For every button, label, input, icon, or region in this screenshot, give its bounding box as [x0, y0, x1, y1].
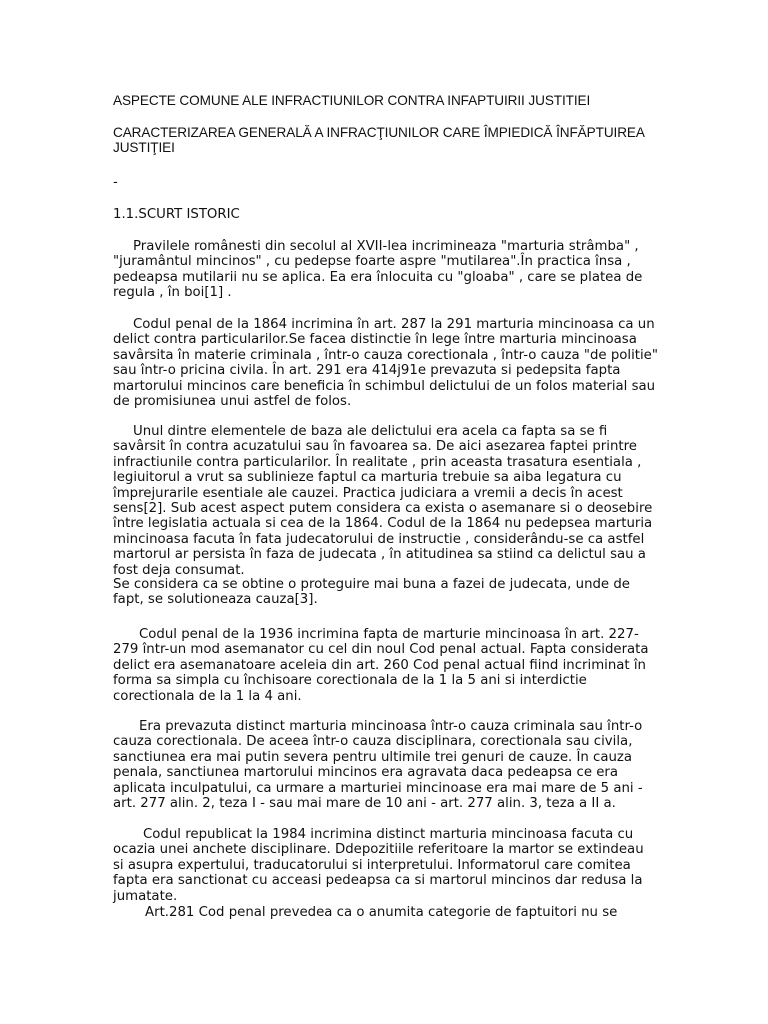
paragraph: Codul republicat la 1984 incrimina distinct marturia mincinoasa facuta cu ocazia unei anchete disciplinare. Ddepozitiile referitoare la martor se extindeau si asupra expertului, traducatorului si interpretului. Informatorul care comitea fapta era sanctionat cu acceasi pedeapsa ca si martorul mincinos dar redusa la jumatate.: [113, 827, 644, 904]
paragraph: Se considera ca se obtine o proteguire mai buna a fazei de judecata, unde de fapt, se solutioneaza cauza[3].: [113, 577, 630, 608]
document-title: ASPECTE COMUNE ALE INFRACTIUNILOR CONTRA INFAPTUIRII JUSTITIEI: [113, 93, 591, 108]
paragraph: Unul dintre elementele de baza ale delictului era acela ca fapta sa se fi savârsit în contra acuzatului sau în favoarea sa. De aici asezarea faptei printre infractiunile contra particularilor. În realitate , prin aceasta trasatura esentiala , legiuitorul a vrut sa sublinieze faptul ca marturia trebuie sa aiba legatura cu împrejurarile esentiale ale cauzei. Practica judiciara a vremii a decis în acest sens[2]. Sub acest aspect putem considera ca exista o asemanare si o deosebire între legislatia actuala si cea de la 1864. Codul de la 1864 nu pedepsea marturia mincinoasa facuta în fata judecatorului de instructie , considerându-se ca astfel martorul ar persista în faza de judecata , în atitudinea sa stiind ca delictul sau a fost deja consumat.: [113, 424, 653, 578]
paragraph: Pravilele românesti din secolul al XVII-lea incrimineaza "marturia strâmba" , "juramântul mincinos" , cu pedepse foarte aspre "mutilarea".În practica însa , pedeapsa mutilarii nu se aplica. Ea era înlocuita cu "gloaba" , care se platea de regula , în boi[1] .: [113, 239, 643, 301]
document-subtitle: CARACTERIZAREA GENERALĂ A INFRACŢIUNILOR CARE ÎMPIEDICĂ ÎNFĂPTUIREA JUSTIŢIEI: [113, 125, 645, 156]
paragraph: Codul penal de la 1864 incrimina în art. 287 la 291 marturia mincinoasa ca un delict contra particularilor.Se facea distinctie în lege între marturia mincinoasa savârsita în materie criminala , într-o cauza corectionala , într-o cauza "de politie" sau într-o pricina civila. În art. 291 era 414j91e prevazuta si pedepsita fapta martorului mincinos care beneficia în schimbul delictului de un folos material sau de promisiunea unui astfel de folos.: [113, 317, 658, 410]
separator-dash: -: [113, 175, 118, 190]
paragraph: Codul penal de la 1936 incrimina fapta de marturie mincinoasa în art. 227-279 într-un mod asemanator cu cel din noul Cod penal actual. Fapta considerata delict era asemanatoare aceleia din art. 260 Cod penal actual fiind incriminat în forma sa simpla cu închisoare corectionala de la 1 la 5 ani si interdictie corectionala de la 1 la 4 ani.: [113, 627, 649, 704]
paragraph: Era prevazuta distinct marturia mincinoasa într-o cauza criminala sau într-o cauza corectionala. De aceea într-o cauza disciplinara, corectionala sau civila, sanctiunea era mai putin severa pentru ultimile trei genuri de cauze. În cauza penala, sanctiunea martorului mincinos era agravata daca pedeapsa ce era aplicata inculpatului, ca urmare a marturiei mincinoase era mai mare de 5 ani - art. 277 alin. 2, teza I - sau mai mare de 10 ani - art. 277 alin. 3, teza a II a.: [113, 719, 643, 812]
paragraph: Art.281 Cod penal prevedea ca o anumita categorie de faptuitori nu se: [145, 905, 618, 920]
section-heading: 1.1.SCURT ISTORIC: [113, 207, 240, 222]
